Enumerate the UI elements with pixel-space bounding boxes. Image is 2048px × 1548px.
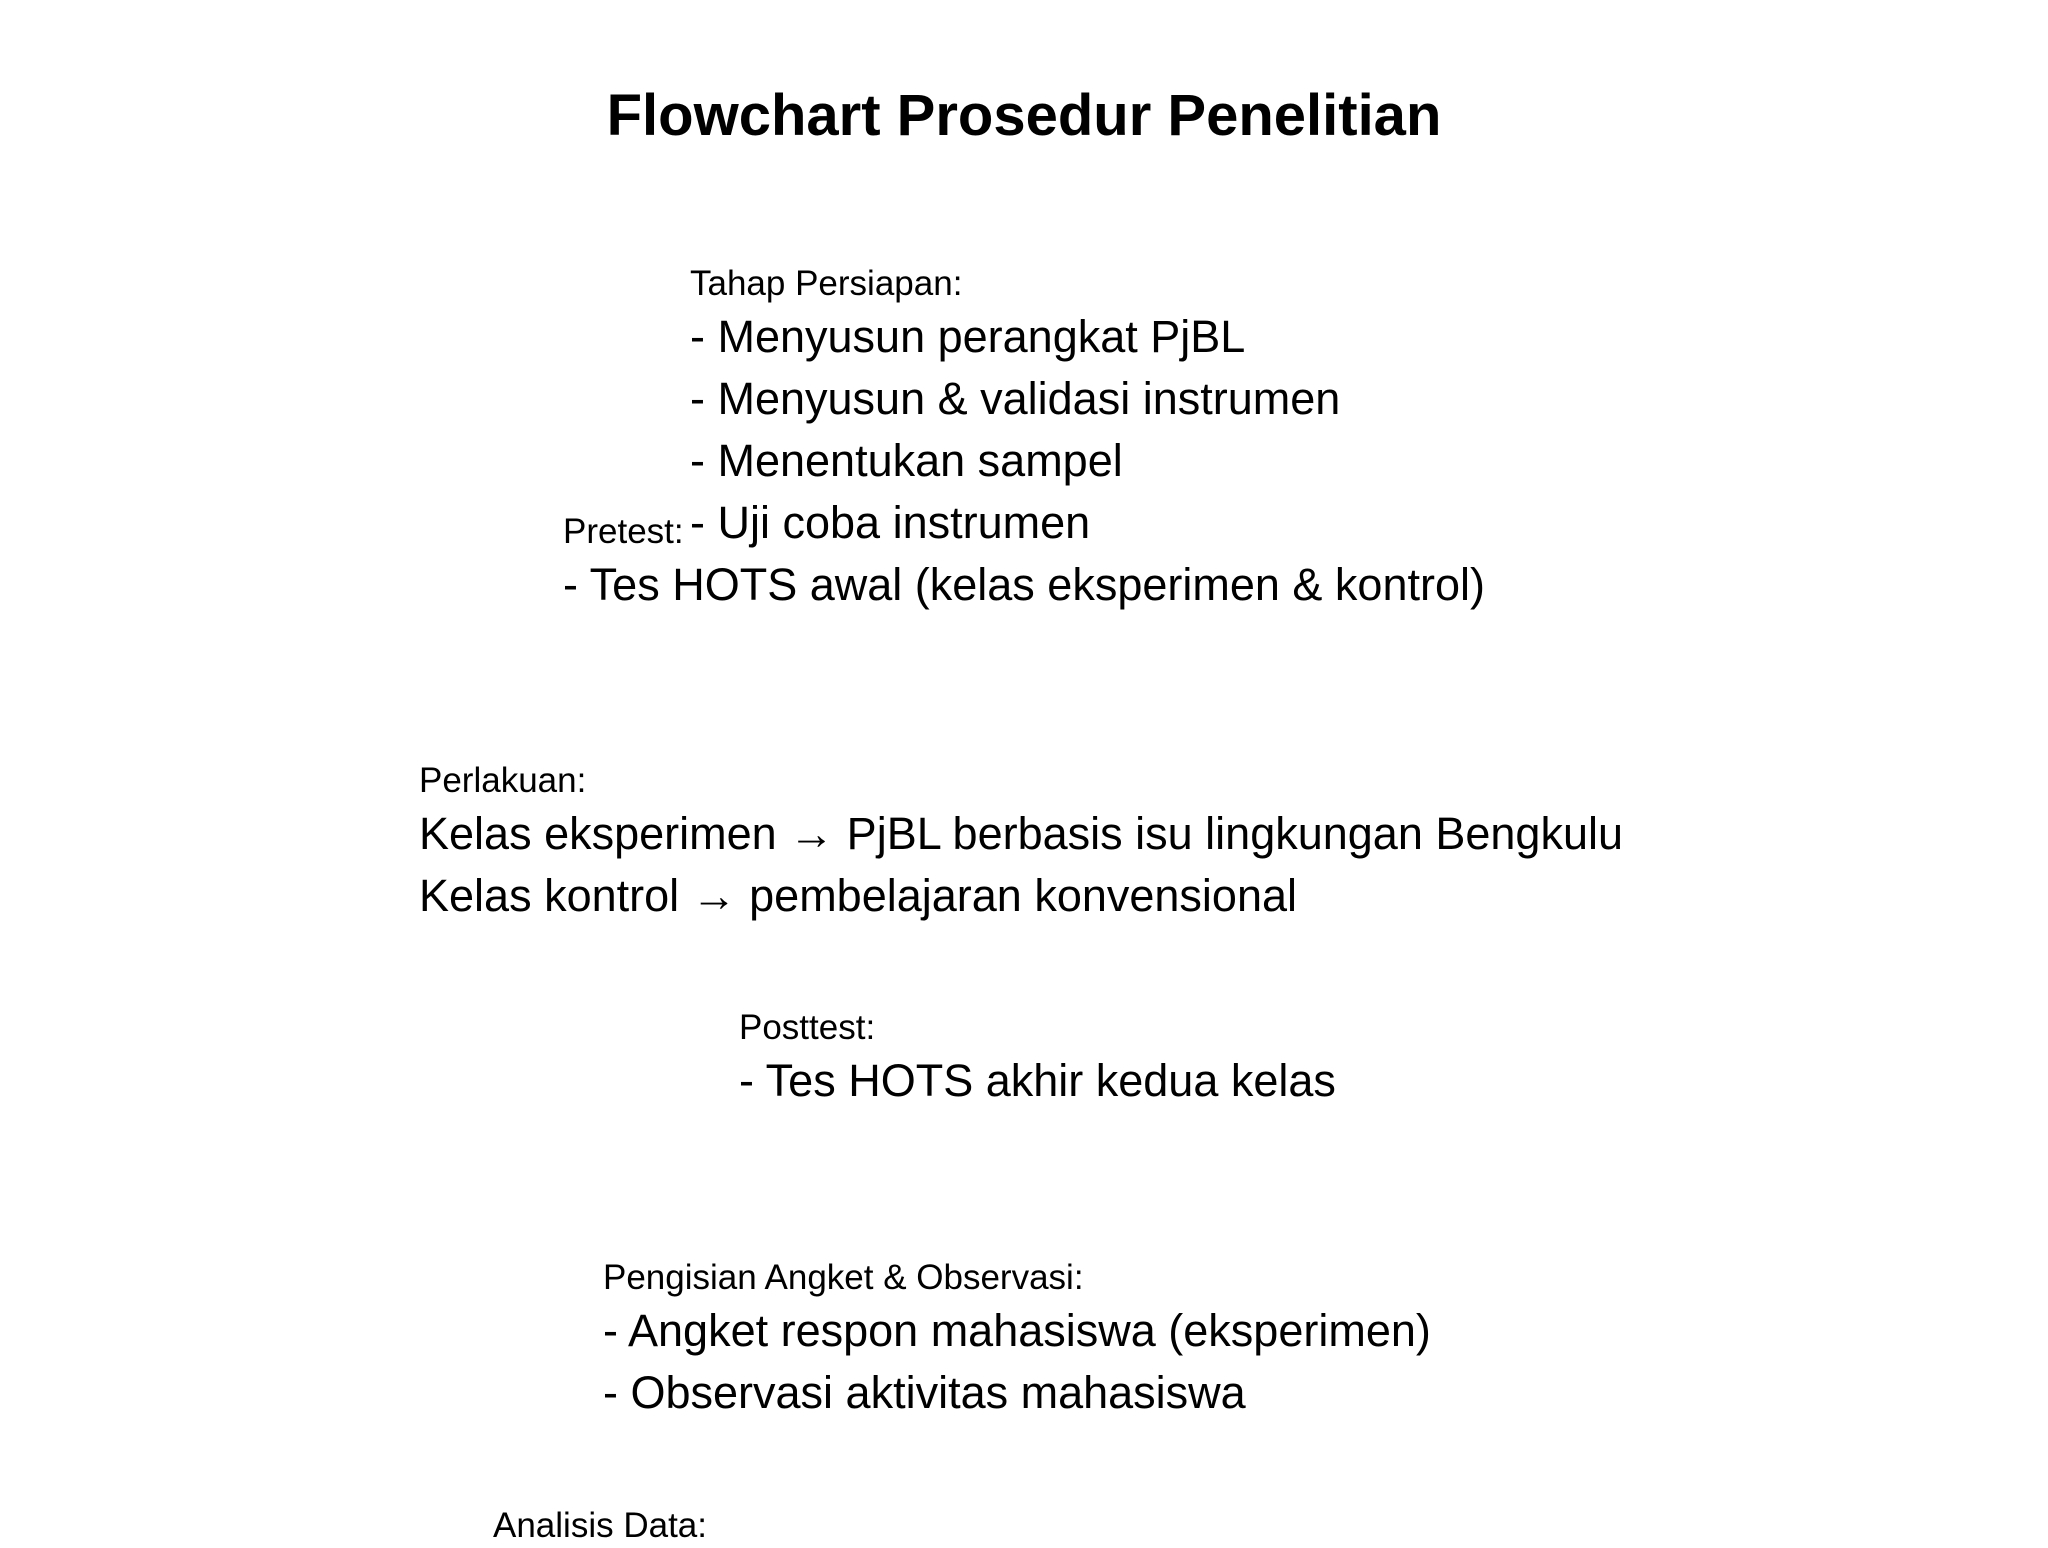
step-line: - Menyusun & validasi instrumen (690, 373, 1341, 424)
step-line: - Tes HOTS awal (kelas eksperimen & kontrol) (563, 559, 1485, 610)
step-heading: Analisis Data: (493, 1506, 707, 1545)
step-heading: Posttest: (739, 1008, 876, 1047)
step-line: - Uji coba instrumen (690, 497, 1091, 548)
step-line: - Angket respon mahasiswa (eksperimen) (603, 1305, 1431, 1356)
page-title: Flowchart Prosedur Penelitian (606, 83, 1442, 148)
step-analisis-data (493, 1504, 707, 1548)
step-angket-observasi (603, 1256, 1431, 1424)
step-heading: Perlakuan: (419, 761, 587, 800)
step-heading: Tahap Persiapan: (690, 264, 963, 303)
step-line: - Menentukan sampel (690, 435, 1123, 486)
step-line: Kelas eksperimen → PjBL berbasis isu lingkungan Bengkulu (419, 808, 1624, 859)
step-line: - Menyusun perangkat PjBL (690, 311, 1246, 362)
step-posttest (739, 1006, 1336, 1112)
step-heading: Pengisian Angket & Observasi: (603, 1258, 1084, 1297)
step-perlakuan (419, 759, 1623, 927)
step-line: - Observasi aktivitas mahasiswa (603, 1367, 1246, 1418)
step-line: Kelas kontrol → pembelajaran konvensional (419, 870, 1298, 921)
step-heading: Pretest: (563, 512, 684, 551)
step-pretest (563, 510, 1485, 616)
step-line: - Tes HOTS akhir kedua kelas (739, 1055, 1336, 1106)
